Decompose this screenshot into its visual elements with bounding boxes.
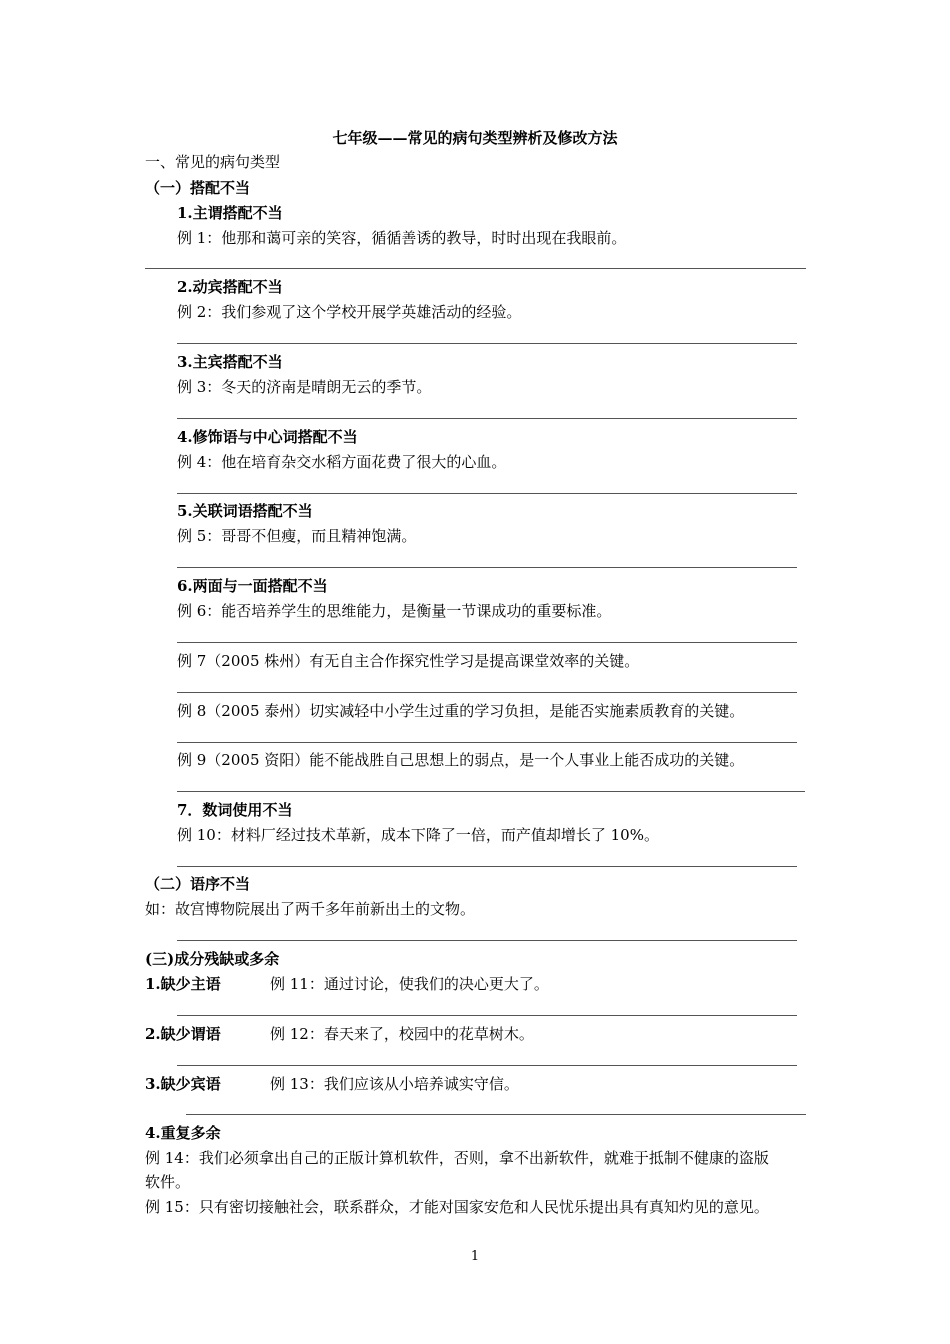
item-heading: 2.动宾搭配不当 xyxy=(177,278,283,296)
item-heading: 5.关联词语搭配不当 xyxy=(177,502,313,520)
item-heading: 3.主宾搭配不当 xyxy=(177,353,283,371)
example-sentence: 软件。 xyxy=(145,1173,191,1191)
example-sentence: 例 5：哥哥不但瘦，而且精神饱满。 xyxy=(177,527,417,545)
page-title: 七年级——常见的病句类型辨析及修改方法 xyxy=(332,129,618,147)
answer-line xyxy=(177,1015,797,1016)
answer-line xyxy=(177,1065,797,1066)
example-sentence: 例 13：我们应该从小培养诚实守信。 xyxy=(270,1075,519,1093)
answer-line xyxy=(145,268,806,269)
item-heading: 4.重复多余 xyxy=(145,1124,221,1142)
example-sentence: 例 14：我们必须拿出自己的正版计算机软件，否则，拿不出新软件，就难于抵制不健康的盗版 xyxy=(145,1149,769,1167)
example-sentence: 例 12：春天来了，校园中的花草树木。 xyxy=(270,1025,534,1043)
subsection-heading: (三)成分残缺或多余 xyxy=(145,950,280,968)
example-sentence: 例 15：只有密切接触社会，联系群众，才能对国家安危和人民忧乐提出具有真知灼见的意见。 xyxy=(145,1198,769,1216)
item-heading: 1.缺少主语 xyxy=(145,975,221,993)
example-sentence: 例 6：能否培养学生的思维能力，是衡量一节课成功的重要标准。 xyxy=(177,602,612,620)
example-sentence: 例 1：他那和蔼可亲的笑容，循循善诱的教导，时时出现在我眼前。 xyxy=(177,229,627,247)
section-heading: 一、常见的病句类型 xyxy=(145,153,281,171)
answer-line xyxy=(186,1114,806,1115)
subsection-heading: （二）语序不当 xyxy=(145,875,251,893)
example-sentence: 例 2：我们参观了这个学校开展学英雄活动的经验。 xyxy=(177,303,522,321)
answer-line xyxy=(177,418,797,419)
item-heading: 6.两面与一面搭配不当 xyxy=(177,577,328,595)
example-sentence: 例 7（2005 株州）有无自主合作探究性学习是提高课堂效率的关键。 xyxy=(177,652,640,670)
example-sentence: 例 8（2005 泰州）切实减轻中小学生过重的学习负担，是能否实施素质教育的关键。 xyxy=(177,702,745,720)
answer-line xyxy=(177,343,797,344)
item-heading: 1.主谓搭配不当 xyxy=(177,204,283,222)
example-sentence: 例 9（2005 资阳）能不能战胜自己思想上的弱点，是一个人事业上能否成功的关键。 xyxy=(177,751,745,769)
item-heading: 2.缺少谓语 xyxy=(145,1025,221,1043)
subsection-heading: （一）搭配不当 xyxy=(145,179,251,197)
answer-line xyxy=(177,940,797,941)
answer-line xyxy=(177,742,797,743)
example-sentence: 例 11：通过讨论，使我们的决心更大了。 xyxy=(270,975,549,993)
answer-line xyxy=(177,493,797,494)
answer-line xyxy=(177,642,797,643)
item-heading: 7．数词使用不当 xyxy=(177,801,293,819)
answer-line xyxy=(177,692,797,693)
answer-line xyxy=(177,567,797,568)
answer-line xyxy=(177,866,797,867)
page-number: 1 xyxy=(470,1249,480,1264)
item-heading: 3.缺少宾语 xyxy=(145,1075,221,1093)
example-sentence: 如：故宫博物院展出了两千多年前新出土的文物。 xyxy=(145,900,476,918)
item-heading: 4.修饰语与中心词搭配不当 xyxy=(177,428,358,446)
example-sentence: 例 10：材料厂经过技术革新，成本下降了一倍，而产值却增长了 10%。 xyxy=(177,826,659,844)
example-sentence: 例 3：冬天的济南是晴朗无云的季节。 xyxy=(177,378,432,396)
answer-line xyxy=(177,791,805,792)
example-sentence: 例 4：他在培育杂交水稻方面花费了很大的心血。 xyxy=(177,453,507,471)
